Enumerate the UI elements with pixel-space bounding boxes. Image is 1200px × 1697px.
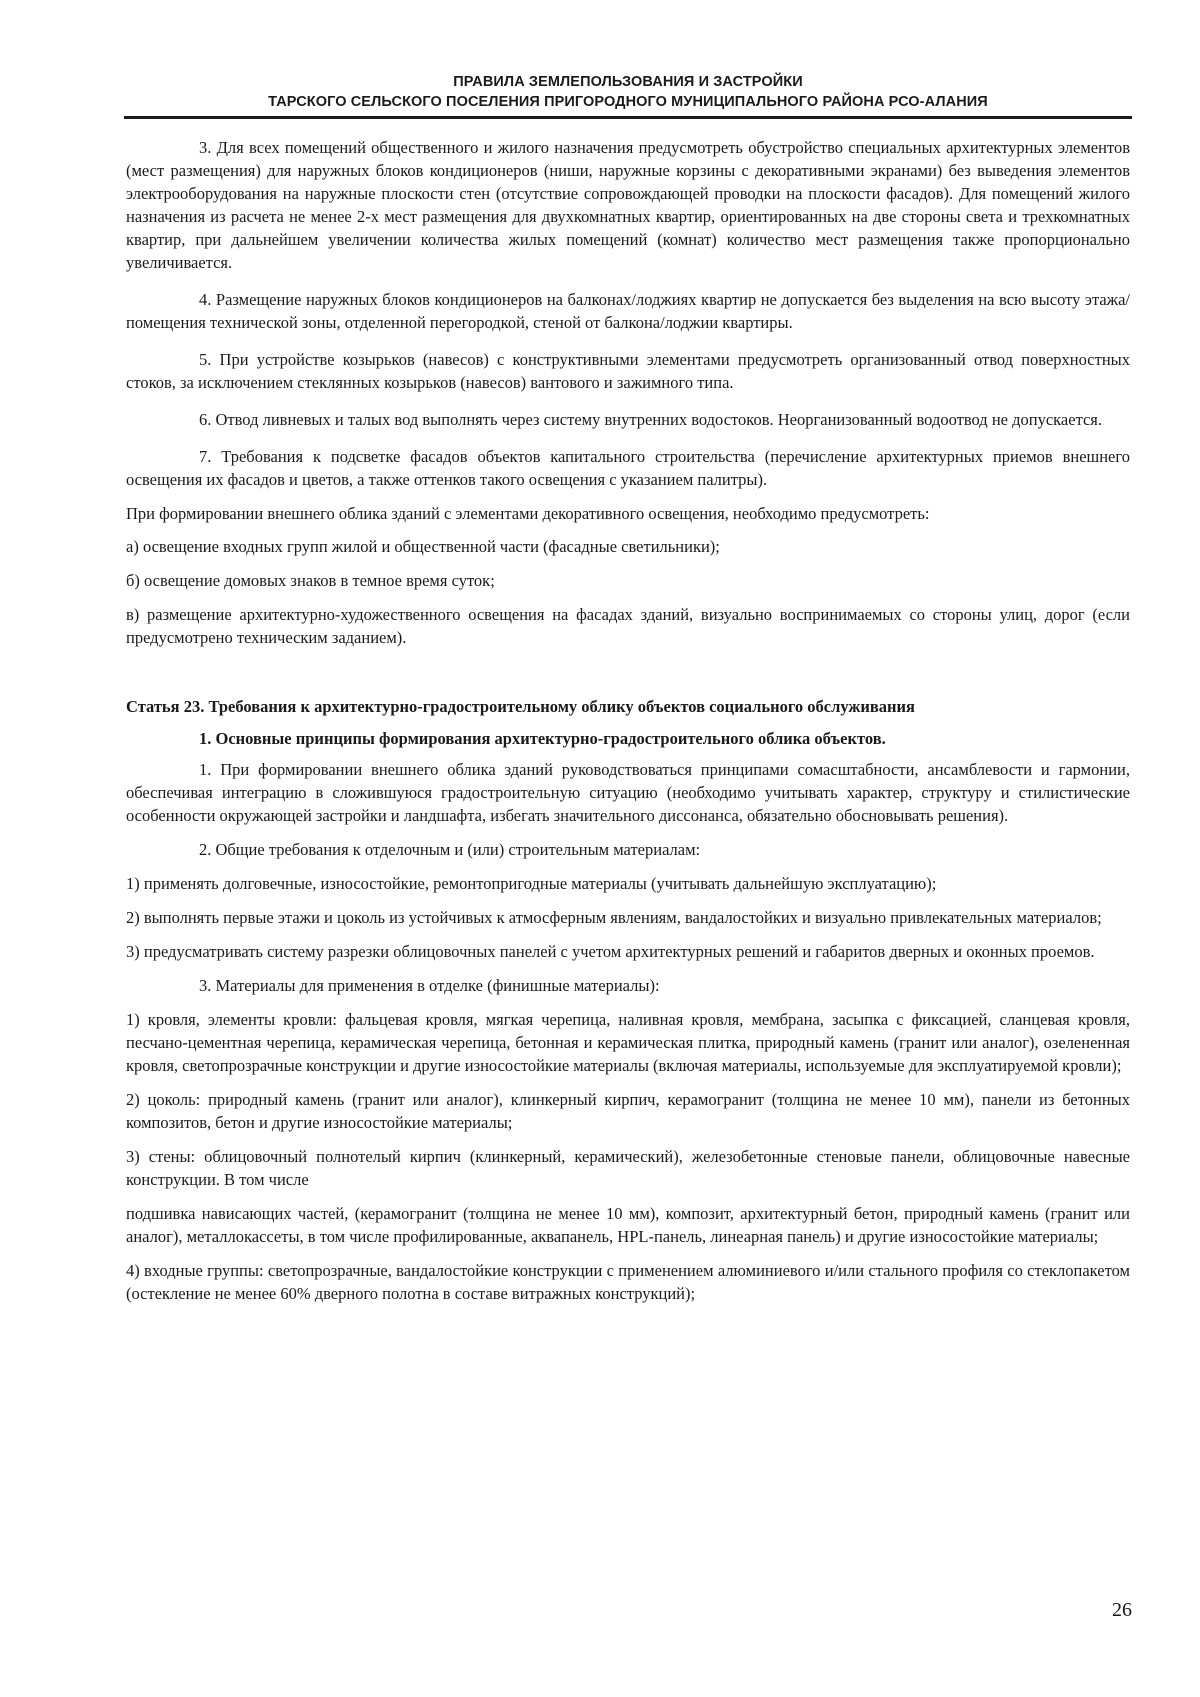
- header-rule: [124, 116, 1132, 119]
- paragraph-5: 5. При устройстве козырьков (навесов) с конструктивными элементами предусмотреть организованный отвод поверхностных стоков, за исключением стеклянных козырьков (навесов) вантового и зажимного типа.: [126, 350, 1130, 392]
- article-heading: [126, 695, 1130, 718]
- paragraph-3: 3. Для всех помещений общественного и жилого назначения предусмотреть обустройство специальных архитектурных элементов (мест размещения) для наружных блоков кондиционеров (ниши, наружные корзины с декоративными экранами) без выведения элементов электрооборудования на наружные плоскости стен (отсутствие сопровождающей проводки на плоскости фасадов). Для помещений жилого назначения из расчета не менее 2-х мест размещения для двухкомнатных квартир, ориентированных на две стороны света и трехкомнатных квартир, при дальнейшем увеличении количества жилых помещений (комнат) количество мест размещения также пропорционально увеличивается.: [126, 138, 1130, 272]
- header-title-line-2: ТАРСКОГО СЕЛЬСКОГО ПОСЕЛЕНИЯ ПРИГОРОДНОГО МУНИЦИПАЛЬНОГО РАЙОНА РСО-АЛАНИЯ: [268, 94, 988, 110]
- finish-item-roof: 1) кровля, элементы кровли: фальцевая кровля, мягкая черепица, наливная кровля, мембрана, засыпка с фиксацией, сланцевая кровля, песчано-цементная черепица, керамическая черепица, бетонная и керамическая плитка, природный камень (гранит или аналог), озелененная кровля, светопрозрачные конструкции и другие износостойкие материалы (включая материалы, используемые для эксплуатируемой кровли);: [126, 1010, 1130, 1075]
- finish-item-walls-continued: подшивка нависающих частей, (керамогранит (толщина не менее 10 мм), композит, архитектурный бетон, природный камень (гранит или аналог), металлокассеты, в том числе профилированные, аквапанель, HPL-панель, линеарная панель) и другие износостойкие материалы;: [126, 1204, 1130, 1246]
- materials-item-2: 2) выполнять первые этажи и цоколь из устойчивых к атмосферным явлениям, вандалостойких и визуально привлекательных материалов;: [126, 908, 1102, 927]
- list-item-v: в) размещение архитектурно-художественного освещения на фасадах зданий, визуально воспринимаемых со стороны улиц, дорог (если предусмотрено техническим заданием).: [126, 605, 1130, 647]
- list-item-b: б) освещение домовых знаков в темное время суток;: [126, 571, 495, 590]
- section-heading: 1. Основные принципы формирования архитектурно-градостроительного облика объектов.: [199, 729, 886, 748]
- materials-item-1: 1) применять долговечные, износостойкие, ремонтопригодные материалы (учитывать дальнейшую эксплуатацию);: [126, 874, 937, 893]
- document-body: [126, 136, 1130, 1305]
- document-header: [124, 72, 1132, 112]
- finish-item-plinth: 2) цоколь: природный камень (гранит или аналог), клинкерный кирпич, керамогранит (толщина не менее 10 мм), панели из бетонных композитов, бетон и другие износостойкие материалы;: [126, 1090, 1130, 1132]
- article-number: Статья 23: [126, 697, 201, 716]
- paragraph-4: 4. Размещение наружных блоков кондиционеров на балконах/лоджиях квартир не допускается без выделения на всю высоту этажа/помещения технической зоны, отделенной перегородкой, стеной от балкона/лоджии квартиры.: [126, 290, 1130, 332]
- finish-item-entrance: 4) входные группы: светопрозрачные, вандалостойкие конструкции с применением алюминиевого и/или стального профиля со стеклопакетом (остекление не менее 60% дверного полотна в составе витражных конструкций);: [126, 1261, 1130, 1303]
- page-number: 26: [1112, 1599, 1132, 1621]
- list-item-a: а) освещение входных групп жилой и общественной части (фасадные светильники);: [126, 537, 720, 556]
- paragraph-7: 7. Требования к подсветке фасадов объектов капитального строительства (перечисление архитектурных приемов внешнего освещения их фасадов и цветов, а также оттенков такого освещения с указанием палитры).: [126, 447, 1130, 489]
- materials-item-3: 3) предусматривать систему разрезки облицовочных панелей с учетом архитектурных решений и габаритов дверных и оконных проемов.: [126, 942, 1095, 961]
- finish-item-walls: 3) стены: облицовочный полнотелый кирпич (клинкерный, керамический), железобетонные стеновые панели, облицовочные навесные конструкции. В том числе: [126, 1147, 1130, 1189]
- paragraph-6: 6. Отвод ливневых и талых вод выполнять через систему внутренних водостоков. Неорганизованный водоотвод не допускается.: [199, 410, 1103, 429]
- header-title-line-1: ПРАВИЛА ЗЕМЛЕПОЛЬЗОВАНИЯ И ЗАСТРОЙКИ: [453, 74, 803, 90]
- section-item-2: 2. Общие требования к отделочным и (или) строительным материалам:: [199, 840, 701, 859]
- article-title: . Требования к архитектурно-градостроительному облику объектов социального обслуживания: [200, 697, 915, 716]
- section-item-3: 3. Материалы для применения в отделке (финишные материалы):: [199, 976, 660, 995]
- paragraph-lighting-intro: При формировании внешнего облика зданий с элементами декоративного освещения, необходимо предусмотреть:: [126, 504, 930, 523]
- section-item-1: 1. При формировании внешнего облика зданий руководствоваться принципами сомасштабности, ансамблевости и гармонии, обеспечивая интеграцию в сложившуюся градостроительную ситуацию (необходимо учитывать характер, структуру и стилистические особенности окружающей застройки и ландшафта, избегать значительного диссонанса, обязательно обосновывать решения).: [126, 760, 1130, 825]
